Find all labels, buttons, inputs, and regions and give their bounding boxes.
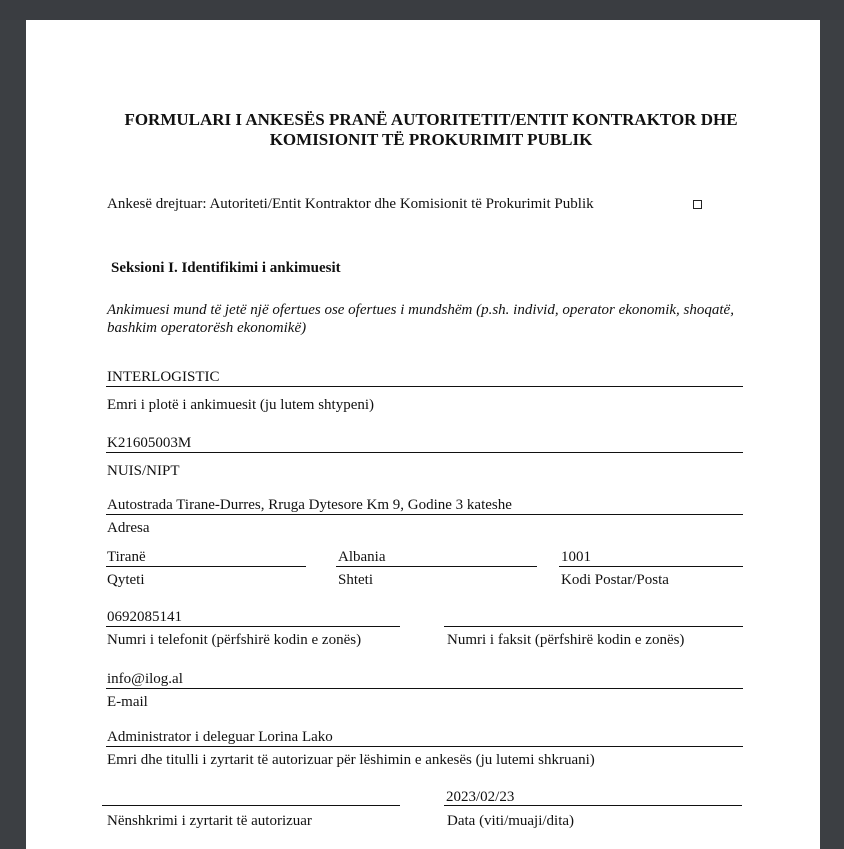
- date-line: [444, 805, 742, 806]
- signature-line: [102, 805, 400, 806]
- form-title: FORMULARI I ANKESËS PRANË AUTORITETIT/ENTIT KONTRAKTOR DHE KOMISIONIT TË PROKURIMIT PUBLIK: [124, 110, 738, 149]
- city-line: [106, 566, 306, 567]
- nuis-value: K21605003M: [107, 435, 192, 451]
- section-note: Ankimuesi mund të jetë një ofertues ose ofertues i mundshëm (p.sh. individ, operator ekonomik, shoqatë, bashkim operatorësh ekonomikë): [107, 302, 734, 336]
- email-line: [106, 688, 743, 689]
- postal-value: 1001: [561, 549, 591, 565]
- country-line: [336, 566, 537, 567]
- nuis-line: [106, 452, 743, 453]
- country-value: Albania: [338, 549, 386, 565]
- official-value: Administrator i deleguar Lorina Lako: [107, 729, 333, 745]
- viewer-toolbar: [0, 0, 844, 20]
- postal-line: [559, 566, 743, 567]
- address-label: Adresa: [107, 520, 150, 536]
- date-value: 2023/02/23: [446, 789, 515, 805]
- city-label: Qyteti: [107, 572, 145, 588]
- email-value: info@ilog.al: [107, 671, 183, 687]
- name-value: INTERLOGISTIC: [107, 369, 220, 385]
- document-page: [26, 20, 820, 849]
- signature-label: Nënshkrimi i zyrtarit të autorizuar: [107, 813, 312, 829]
- name-line: [106, 386, 743, 387]
- fax-line: [444, 626, 743, 627]
- nuis-label: NUIS/NIPT: [107, 463, 180, 479]
- phone-line: [106, 626, 400, 627]
- email-label: E-mail: [107, 694, 148, 710]
- official-line: [106, 746, 743, 747]
- country-label: Shteti: [338, 572, 374, 588]
- name-label: Emri i plotë i ankimuesit (ju lutem shtypeni): [107, 397, 375, 413]
- official-label: Emri dhe titulli i zyrtarit të autorizuar për lëshimin e ankesës (ju lutemi shkruani): [107, 752, 595, 768]
- fax-label: Numri i faksit (përfshirë kodin e zonës): [447, 632, 685, 648]
- addressed-to: Ankesë drejtuar: Autoriteti/Entit Kontraktor dhe Komisionit të Prokurimit Publik: [107, 196, 594, 212]
- addressed-checkbox[interactable]: [693, 200, 702, 209]
- postal-label: Kodi Postar/Posta: [561, 572, 669, 588]
- address-value: Autostrada Tirane-Durres, Rruga Dytesore Km 9, Godine 3 kateshe: [107, 497, 512, 513]
- city-value: Tiranë: [107, 549, 146, 565]
- phone-value: 0692085141: [107, 609, 182, 625]
- section-title: Seksioni I. Identifikimi i ankimuesit: [111, 260, 341, 276]
- phone-label: Numri i telefonit (përfshirë kodin e zonës): [107, 632, 362, 648]
- date-label: Data (viti/muaji/dita): [447, 813, 575, 829]
- address-line: [106, 514, 743, 515]
